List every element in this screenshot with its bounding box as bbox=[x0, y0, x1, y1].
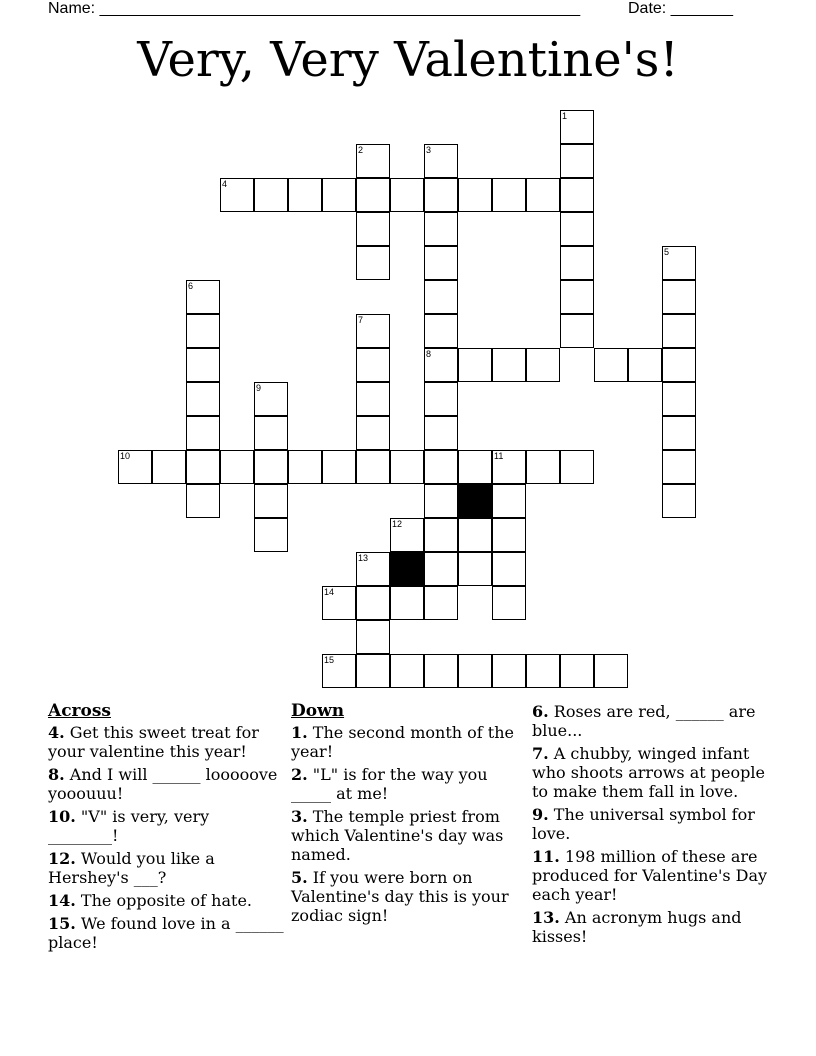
clue-item bbox=[48, 891, 284, 910]
answer-cell[interactable] bbox=[560, 144, 594, 178]
clue-item bbox=[48, 723, 284, 761]
clue-item-number: 1. bbox=[291, 723, 308, 742]
clue-item bbox=[48, 765, 284, 803]
answer-cell[interactable] bbox=[186, 382, 220, 416]
answer-cell[interactable] bbox=[662, 416, 696, 450]
clue-item bbox=[291, 723, 527, 761]
answer-cell[interactable] bbox=[492, 586, 526, 620]
answer-cell[interactable] bbox=[560, 246, 594, 280]
answer-cell[interactable] bbox=[560, 654, 594, 688]
clue-item-text: An acronym hugs and kisses! bbox=[532, 908, 742, 946]
answer-cell[interactable] bbox=[594, 654, 628, 688]
answer-cell[interactable] bbox=[322, 178, 356, 212]
clue-item bbox=[291, 807, 527, 864]
answer-cell[interactable] bbox=[186, 314, 220, 348]
across-heading: Across bbox=[48, 701, 111, 721]
answer-cell[interactable] bbox=[424, 178, 458, 212]
clue-item-text: "V" is very, very ________! bbox=[48, 807, 210, 845]
clue-item bbox=[532, 744, 772, 801]
clue-item-text: The universal symbol for love. bbox=[532, 805, 755, 843]
clue-number: 9 bbox=[256, 383, 262, 393]
answer-cell[interactable] bbox=[560, 178, 594, 212]
answer-cell[interactable] bbox=[356, 212, 390, 246]
clue-number: 7 bbox=[358, 315, 364, 325]
answer-cell[interactable] bbox=[254, 416, 288, 450]
answer-cell[interactable] bbox=[662, 382, 696, 416]
clue-number: 14 bbox=[324, 587, 335, 597]
answer-cell[interactable] bbox=[424, 654, 458, 688]
clue-number: 4 bbox=[222, 179, 228, 189]
answer-cell[interactable] bbox=[322, 450, 356, 484]
clue-item bbox=[48, 849, 284, 887]
clue-item-text: A chubby, winged infant who shoots arrows at people to make them fall in love. bbox=[532, 744, 765, 801]
answer-cell[interactable] bbox=[424, 518, 458, 552]
answer-cell[interactable] bbox=[356, 382, 390, 416]
answer-cell[interactable] bbox=[560, 314, 594, 348]
answer-cell[interactable] bbox=[424, 382, 458, 416]
answer-cell[interactable] bbox=[458, 178, 492, 212]
answer-cell[interactable] bbox=[356, 620, 390, 654]
answer-cell[interactable] bbox=[254, 450, 288, 484]
clue-item-number: 14. bbox=[48, 891, 76, 910]
answer-cell[interactable] bbox=[424, 416, 458, 450]
answer-cell[interactable] bbox=[526, 654, 560, 688]
clue-item-number: 13. bbox=[532, 908, 560, 927]
clue-item-number: 5. bbox=[291, 868, 308, 887]
down-clues bbox=[291, 702, 527, 929]
answer-cell[interactable] bbox=[492, 484, 526, 518]
clue-item-number: 15. bbox=[48, 914, 76, 933]
clue-item-number: 9. bbox=[532, 805, 549, 824]
answer-cell[interactable] bbox=[288, 178, 322, 212]
answer-cell[interactable] bbox=[356, 416, 390, 450]
clue-item-text: "L" is for the way you _____ at me! bbox=[291, 765, 488, 803]
answer-cell[interactable] bbox=[526, 348, 560, 382]
answer-cell[interactable] bbox=[254, 178, 288, 212]
clue-item-text: The opposite of hate. bbox=[75, 891, 252, 910]
clue-item bbox=[291, 868, 527, 925]
answer-cell[interactable] bbox=[424, 212, 458, 246]
clue-item-number: 2. bbox=[291, 765, 308, 784]
answer-cell[interactable] bbox=[424, 586, 458, 620]
clue-item-text: If you were born on Valentine's day this is your zodiac sign! bbox=[291, 868, 509, 925]
answer-cell[interactable] bbox=[390, 450, 424, 484]
clue-item-text: Roses are red, ______ are blue... bbox=[532, 702, 756, 740]
clue-item-number: 8. bbox=[48, 765, 65, 784]
answer-cell[interactable] bbox=[662, 314, 696, 348]
answer-cell[interactable] bbox=[356, 178, 390, 212]
answer-cell[interactable] bbox=[424, 450, 458, 484]
black-cell bbox=[458, 484, 492, 518]
answer-cell[interactable] bbox=[254, 484, 288, 518]
black-cell bbox=[390, 552, 424, 586]
answer-cell[interactable] bbox=[220, 450, 254, 484]
clue-number: 10 bbox=[120, 451, 131, 461]
answer-cell[interactable] bbox=[594, 348, 628, 382]
across-clues bbox=[48, 702, 284, 956]
answer-cell[interactable] bbox=[492, 654, 526, 688]
clue-item bbox=[532, 908, 772, 946]
answer-cell[interactable] bbox=[186, 348, 220, 382]
clue-item-number: 7. bbox=[532, 744, 549, 763]
answer-cell[interactable] bbox=[628, 348, 662, 382]
clue-item-number: 6. bbox=[532, 702, 549, 721]
clue-item-number: 12. bbox=[48, 849, 76, 868]
answer-cell[interactable] bbox=[356, 450, 390, 484]
clue-number: 3 bbox=[426, 145, 432, 155]
clue-item-text: Get this sweet treat for your valentine this year! bbox=[48, 723, 259, 761]
clue-number: 6 bbox=[188, 281, 194, 291]
clue-number: 8 bbox=[426, 349, 432, 359]
answer-cell[interactable] bbox=[458, 654, 492, 688]
answer-cell[interactable] bbox=[492, 178, 526, 212]
answer-cell[interactable] bbox=[526, 450, 560, 484]
answer-cell[interactable] bbox=[152, 450, 186, 484]
answer-cell[interactable] bbox=[662, 450, 696, 484]
answer-cell[interactable] bbox=[458, 552, 492, 586]
answer-cell[interactable] bbox=[492, 552, 526, 586]
answer-cell[interactable] bbox=[662, 484, 696, 518]
answer-cell[interactable] bbox=[492, 518, 526, 552]
answer-cell[interactable] bbox=[356, 654, 390, 688]
date-field-line: Date: _______ bbox=[628, 0, 733, 17]
answer-cell[interactable] bbox=[390, 178, 424, 212]
clue-item-text: The temple priest from which Valentine's day was named. bbox=[291, 807, 504, 864]
answer-cell[interactable] bbox=[390, 586, 424, 620]
clue-item-text: The second month of the year! bbox=[291, 723, 514, 761]
clue-number: 1 bbox=[562, 111, 568, 121]
answer-cell[interactable] bbox=[186, 484, 220, 518]
answer-cell[interactable] bbox=[458, 348, 492, 382]
clue-item-text: We found love in a ______ place! bbox=[48, 914, 284, 952]
clue-item bbox=[48, 914, 284, 952]
clue-item-number: 4. bbox=[48, 723, 65, 742]
answer-cell[interactable] bbox=[288, 450, 322, 484]
down-heading: Down bbox=[291, 701, 345, 721]
clue-item-text: 198 million of these are produced for Valentine's Day each year! bbox=[532, 847, 768, 904]
down-clues-continued bbox=[532, 702, 772, 950]
clue-item-number: 10. bbox=[48, 807, 76, 826]
answer-cell[interactable] bbox=[662, 280, 696, 314]
answer-cell[interactable] bbox=[356, 246, 390, 280]
clue-item-text: And I will ______ looooove yooouuu! bbox=[48, 765, 278, 803]
answer-cell[interactable] bbox=[424, 484, 458, 518]
clue-number: 13 bbox=[358, 553, 369, 563]
clue-number: 2 bbox=[358, 145, 364, 155]
clue-item bbox=[532, 847, 772, 904]
clue-item-number: 3. bbox=[291, 807, 308, 826]
answer-cell[interactable] bbox=[390, 654, 424, 688]
clue-item bbox=[532, 805, 772, 843]
answer-cell[interactable] bbox=[254, 518, 288, 552]
clue-number: 5 bbox=[664, 247, 670, 257]
clue-number: 12 bbox=[392, 519, 403, 529]
answer-cell[interactable] bbox=[186, 450, 220, 484]
answer-cell[interactable] bbox=[492, 348, 526, 382]
answer-cell[interactable] bbox=[560, 212, 594, 246]
answer-cell[interactable] bbox=[458, 518, 492, 552]
clue-number: 11 bbox=[494, 451, 504, 461]
answer-cell[interactable] bbox=[186, 416, 220, 450]
clue-item bbox=[532, 702, 772, 740]
clue-number: 15 bbox=[324, 655, 335, 665]
answer-cell[interactable] bbox=[356, 348, 390, 382]
answer-cell[interactable] bbox=[662, 348, 696, 382]
answer-cell[interactable] bbox=[356, 586, 390, 620]
name-field-line: Name: ______________________________________________________ bbox=[48, 0, 581, 17]
answer-cell[interactable] bbox=[560, 280, 594, 314]
clue-item-text: Would you like a Hershey's ___? bbox=[48, 849, 215, 887]
page-title: Very, Very Valentine's! bbox=[137, 32, 679, 88]
clue-item bbox=[48, 807, 284, 845]
clue-item-number: 11. bbox=[532, 847, 560, 866]
answer-cell[interactable] bbox=[458, 450, 492, 484]
answer-cell[interactable] bbox=[424, 246, 458, 280]
answer-cell[interactable] bbox=[424, 314, 458, 348]
answer-cell[interactable] bbox=[424, 280, 458, 314]
answer-cell[interactable] bbox=[424, 552, 458, 586]
clue-item bbox=[291, 765, 527, 803]
answer-cell[interactable] bbox=[526, 178, 560, 212]
answer-cell[interactable] bbox=[560, 450, 594, 484]
